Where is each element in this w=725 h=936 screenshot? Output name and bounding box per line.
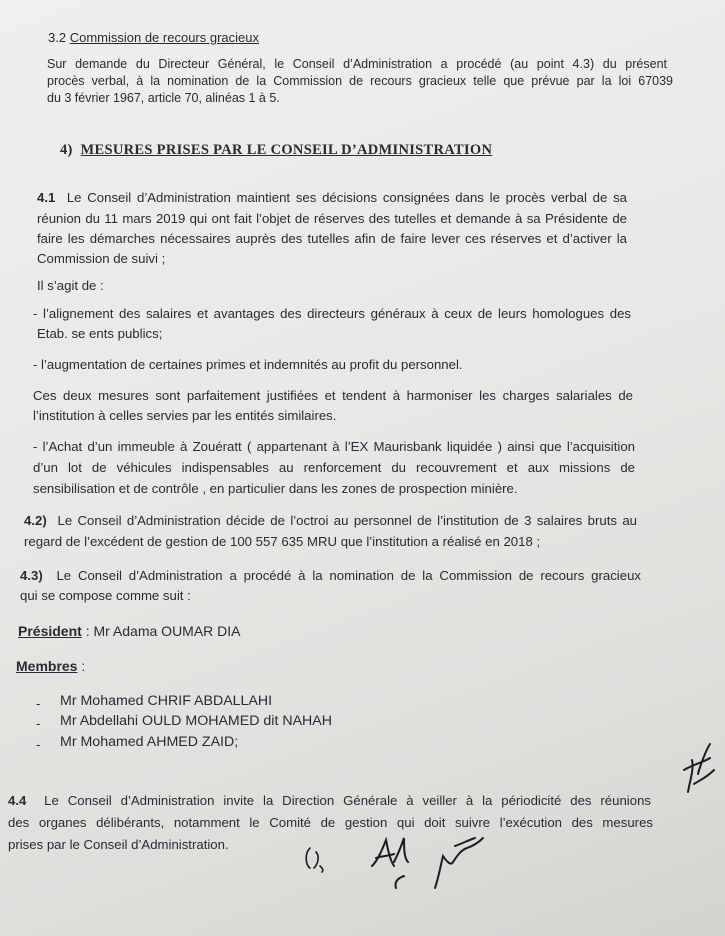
paragraph-line: Commission de suivi ; (37, 251, 166, 266)
paragraph-text: Le Conseil d’Administration décide de l’octroi au personnel de l’institution de 3 salaires bruts au (57, 513, 638, 528)
president-line (18, 623, 241, 639)
list-bullet: - (36, 737, 41, 752)
initials-signature-3 (425, 832, 487, 890)
list-item-continued: sensibilisation et de contrôle , en particulier dans les zones de prospection minière. (33, 481, 518, 496)
paragraph-line: regard de l’excédent de gestion de 100 557 635 MRU que l’institution a réalisé en 2018 ; (24, 534, 541, 549)
members-label: Membres (16, 658, 78, 674)
president-label: Président (18, 623, 82, 639)
paragraph-4-1-line (37, 190, 627, 205)
president-separator: : (81, 623, 94, 639)
paragraph-number: 4.4 (8, 793, 27, 808)
members-separator: : (77, 658, 86, 674)
paragraph-text: Le Conseil d’Administration maintient ses décisions consignées dans le procès verbal de sa (66, 190, 627, 205)
member-name: Mr Mohamed AHMED ZAID; (60, 734, 239, 750)
list-item: - l’alignement des salaires et avantages des directeurs généraux à ceux de leurs homologues des (33, 306, 631, 321)
initials-signature-1 (300, 842, 330, 874)
paragraph-line: l’institution à celles servies par les entités similaires. (33, 408, 337, 423)
paragraph-line: des organes délibérants, notamment le Comité de gestion qui doit suivre l’exécution des mesures (8, 815, 653, 830)
paragraph-text: Le Conseil d’Administration a procédé à la nomination de la Commission de recours gracieux (56, 568, 642, 583)
paragraph-line: réunion du 11 mars 2019 qui ont fait l’objet de réserves des tutelles et demande à sa Présidente de (37, 211, 627, 226)
paragraph-number: 4.1 (37, 190, 56, 205)
paragraph-line: prises par le Conseil d’Administration. (8, 837, 229, 852)
paragraph-number: 4.2) (24, 513, 47, 528)
paragraph-4-2-line (24, 513, 637, 528)
initials-signature-right (680, 740, 720, 800)
paragraph-4-4-line (8, 793, 651, 808)
paragraph-line: Ces deux mesures sont parfaitement justifiées et tendent à harmoniser les charges salariales de (33, 388, 633, 403)
section-number: 4) (60, 142, 73, 158)
paragraph-4-3-line (20, 568, 641, 583)
list-item-continued: Etab. se ents publics; (37, 326, 163, 341)
section-title: MESURES PRISES PAR LE CONSEIL D’ADMINISTRATION (80, 142, 493, 158)
initials-signature-2 (368, 832, 428, 890)
list-bullet: - (36, 716, 41, 731)
president-name: Mr Adama OUMAR DIA (93, 623, 241, 639)
members-heading (16, 658, 85, 674)
paragraph-line: qui se compose comme suit : (20, 588, 191, 603)
list-item: - l’Achat d’un immeuble à Zouératt ( appartenant à l’EX Maurisbank liquidée ) ainsi que l’acquisition (33, 439, 635, 454)
paragraph-line: faire les démarches nécessaires auprès des tutelles afin de faire lever ces réserves et d’activer la (37, 231, 627, 246)
section-4-heading (60, 142, 492, 159)
list-item: - l’augmentation de certaines primes et indemnités au profit du personnel. (33, 357, 463, 372)
member-name: Mr Mohamed CHRIF ABDALLAHI (60, 693, 273, 709)
section-title: Commission de recours gracieux (69, 30, 259, 45)
paragraph-line: procès verbal, à la nomination de la Commission de recours gracieux telle que prévue par la loi 67039 (47, 74, 673, 88)
section-3-2-heading (48, 30, 259, 45)
paragraph-number: 4.3) (20, 568, 43, 583)
list-bullet: - (36, 696, 41, 711)
list-intro: Il s’agit de : (37, 278, 104, 293)
paragraph-line: Sur demande du Directeur Général, le Conseil d’Administration a procédé (au point 4.3) du présent (47, 57, 667, 71)
paragraph-text: Le Conseil d’Administration invite la Direction Générale à veiller à la périodicité des réunions (44, 793, 651, 808)
paragraph-line: du 3 février 1967, article 70, alinéas 1 à 5. (47, 91, 280, 105)
list-item-continued: d’un lot de véhicules indispensables au renforcement du recouvrement et aux missions de (33, 460, 635, 475)
member-name: Mr Abdellahi OULD MOHAMED dit NAHAH (60, 713, 332, 729)
section-number: 3.2 (48, 30, 67, 45)
